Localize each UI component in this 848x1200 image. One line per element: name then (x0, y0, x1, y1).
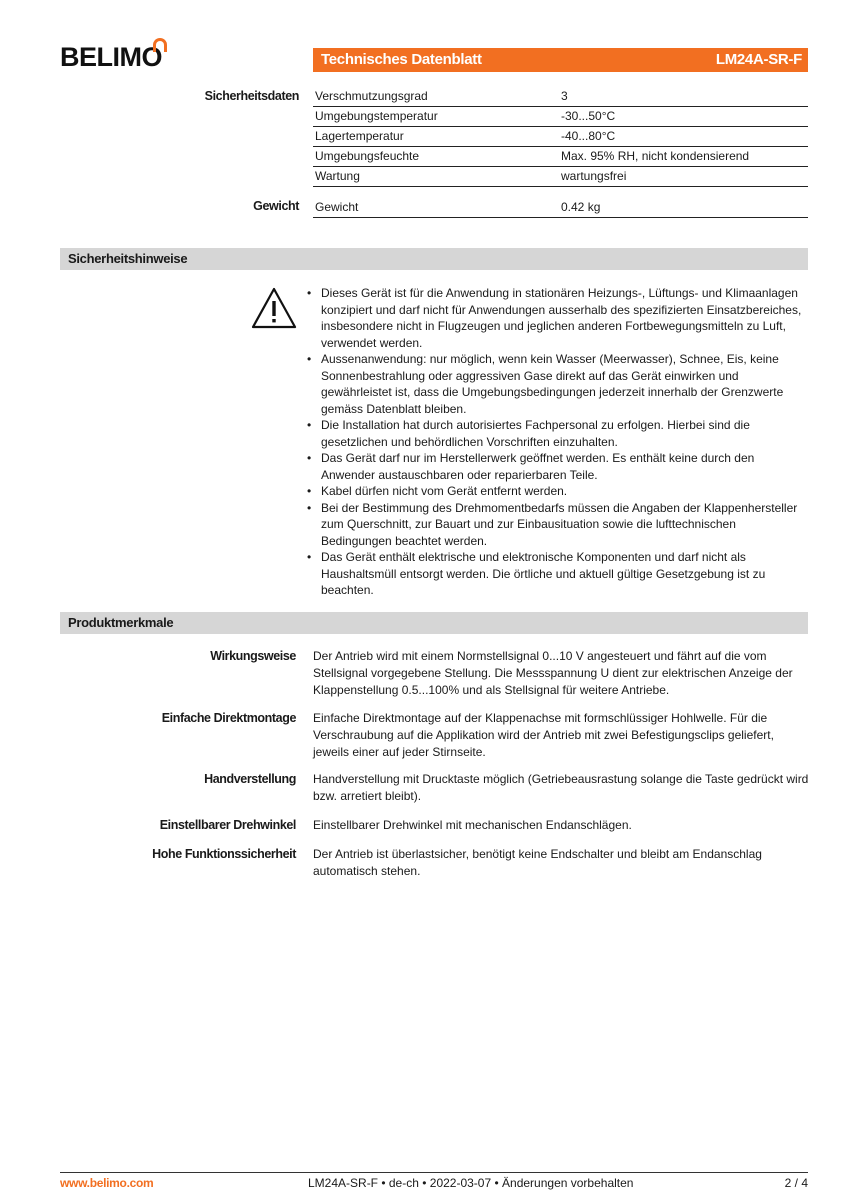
feature-label: Einfache Direktmontage (161, 711, 296, 725)
list-item: • Die Installation hat durch autorisiertes Fachpersonal zu erfolgen. Hierbei sind die gesetzlichen und behördlichen Vorschriften einzuhalten. (305, 417, 809, 450)
spec-row (313, 198, 808, 218)
feature-text: Handverstellung mit Drucktaste möglich (Getriebeausrastung solange die Taste gedrückt wird bzw. arretiert bleibt). (313, 772, 809, 803)
spec-row (313, 107, 808, 127)
list-item: • Bei der Bestimmung des Drehmomentbedarfs müssen die Angaben der Klappenhersteller zum Querschnitt, zur Bauart und zur Einbausituation sowie die lufttechnischen Bedingungen beachtet werden. (305, 500, 809, 550)
spec-value: wartungsfrei (561, 169, 627, 183)
list-item: • Aussenanwendung: nur möglich, wenn kein Wasser (Meerwasser), Schnee, Eis, keine Sonnenbestrahlung oder aggressiven Gase direkt auf das Gerät einwirken und gewährleistet ist, dass die Umgebungsbedingungen jederzeit innerhalb der Grenzwerte gemäss Datenblatt bleiben. (305, 351, 809, 417)
spec-value: -30...50°C (561, 109, 616, 123)
spec-row (313, 127, 808, 147)
logo-text: BELIMO (60, 42, 162, 72)
spec-value: Max. 95% RH, nicht kondensierend (561, 149, 750, 163)
feature-label: Handverstellung (204, 772, 296, 786)
spec-key: Umgebungstemperatur (315, 109, 438, 123)
safety-notes-heading: Sicherheitshinweise (60, 248, 808, 270)
product-code: LM24A-SR-F (715, 51, 802, 68)
page-number: 2 / 4 (784, 1176, 808, 1190)
weight-label: Gewicht (253, 199, 299, 213)
warning-triangle-icon (250, 286, 298, 330)
list-item: • Kabel dürfen nicht vom Gerät entfernt werden. (305, 483, 809, 500)
document-title: Technisches Datenblatt (321, 51, 482, 68)
feature-text: Der Antrieb ist überlastsicher, benötigt keine Endschalter und bleibt am Endanschlag automatisch stehen. (313, 847, 762, 878)
feature-text: Der Antrieb wird mit einem Normstellsignal 0...10 V angesteuert und fährt auf die vom Stellsignal vorgegebene Stellung. Die Messspannung U dient zur elektrischen Anzeige der Klappenstellung 0.5...100% und als Stellsignal für weitere Antriebe. (313, 649, 793, 697)
spec-key: Lagertemperatur (315, 129, 404, 143)
spec-key: Wartung (315, 169, 360, 183)
feature-text: Einfache Direktmontage auf der Klappenachse mit formschlüssiger Hohlwelle. Für die Verschraubung auf die Applikation wird der Antrieb mit zwei Befestigungsclips geliefert, jeweils einer auf jeder Stirnseite. (313, 711, 774, 759)
feature-label: Hohe Funktionssicherheit (152, 847, 296, 861)
safety-data-label: Sicherheitsdaten (204, 89, 299, 103)
list-item: • Dieses Gerät ist für die Anwendung in stationären Heizungs-, Lüftungs- und Klimaanlagen konzipiert und darf nicht für Anwendungen ausserhalb des spezifizierten Einsatzbereiches, insbesondere nicht in Flugzeugen und jeglichen anderen Fortbewegungsmitteln zu Luft, verwendet werden. (305, 285, 809, 351)
document-header-bar (313, 48, 808, 72)
spec-value: -40...80°C (561, 129, 616, 143)
feature-label: Einstellbarer Drehwinkel (159, 818, 296, 832)
spec-key: Gewicht (315, 200, 359, 214)
spec-key: Verschmutzungsgrad (315, 89, 428, 103)
feature-label: Wirkungsweise (210, 649, 296, 663)
belimo-logo (60, 38, 170, 74)
spec-row (313, 147, 808, 167)
product-features-heading: Produktmerkmale (60, 612, 808, 634)
list-item: • Das Gerät enthält elektrische und elektronische Komponenten und darf nicht als Haushaltsmüll entsorgt werden. Die örtliche und aktuell gültige Gesetzgebung ist zu beachten. (305, 549, 809, 599)
spec-value: 3 (561, 89, 568, 103)
spec-key: Umgebungsfeuchte (315, 149, 420, 163)
list-item: • Das Gerät darf nur im Herstellerwerk geöffnet werden. Es enthält keine durch den Anwender austauschbaren oder reparierbaren Teile. (305, 450, 809, 483)
spec-value: 0.42 kg (561, 200, 601, 214)
spec-row (313, 167, 808, 187)
footer-website-link[interactable]: www.belimo.com (60, 1176, 154, 1190)
footer-divider (60, 1172, 808, 1173)
logo-accent-arc (153, 38, 167, 52)
footer-document-info: LM24A-SR-F • de-ch • 2022-03-07 • Änderungen vorbehalten (308, 1176, 634, 1190)
spec-row (313, 87, 808, 107)
safety-notes-list (305, 285, 809, 599)
feature-text: Einstellbarer Drehwinkel mit mechanischen Endanschlägen. (313, 818, 632, 832)
